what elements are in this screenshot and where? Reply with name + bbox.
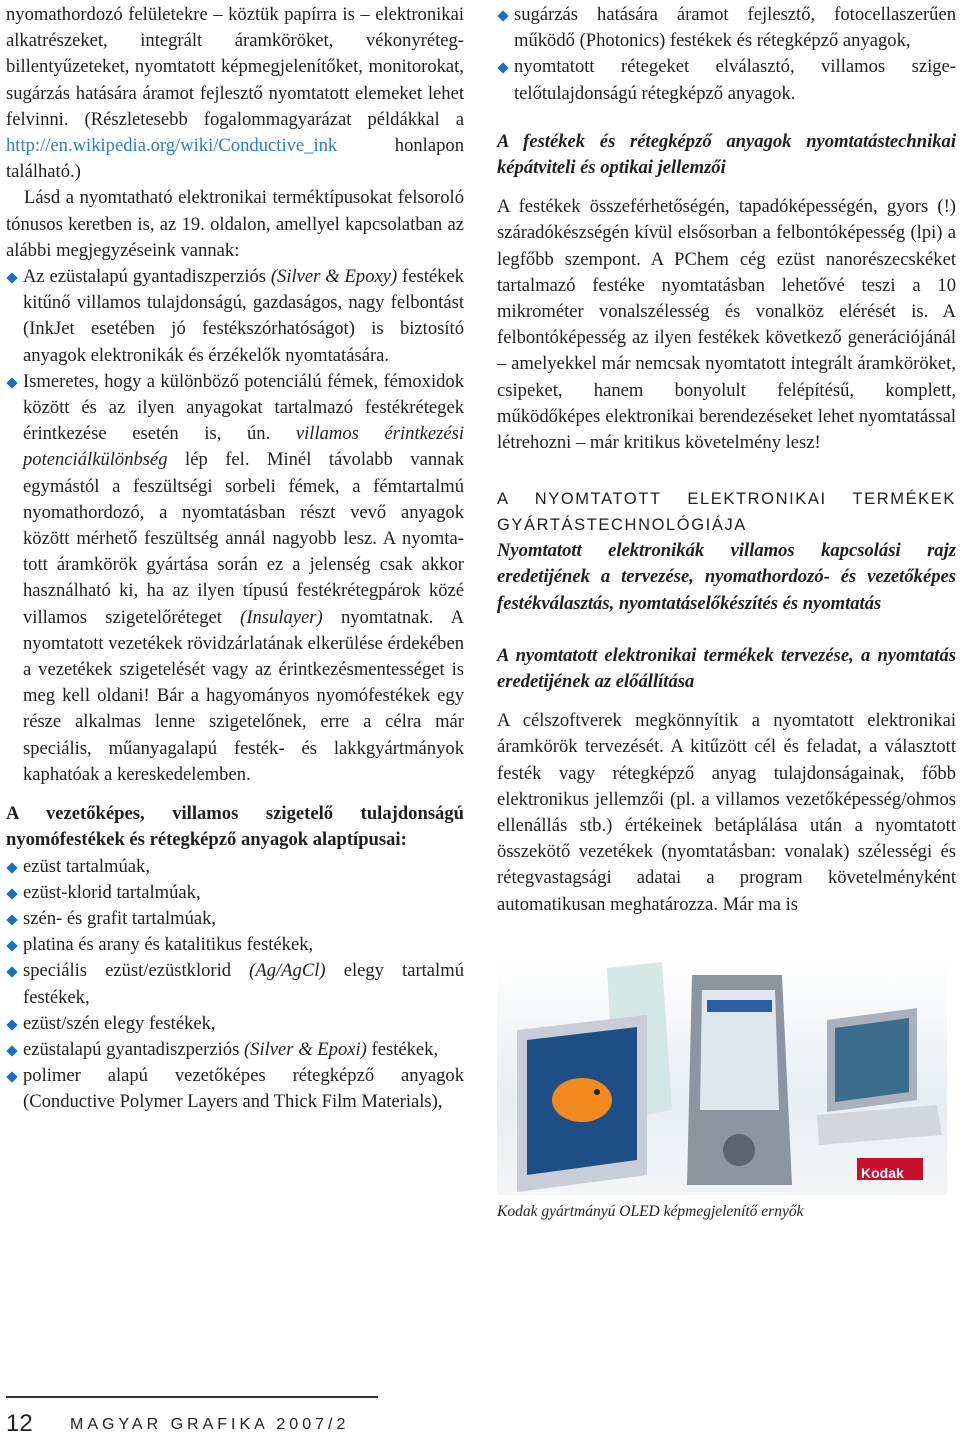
list-item: szén- és grafit tartalmúak,: [6, 906, 464, 932]
list-item: ezüst/szén elegy festékek,: [6, 1011, 464, 1037]
remarks-list: [6, 264, 464, 788]
list-item: polimer alapú vezetőképes rétegképző anyagok (Conductive Polymer Layers and Thick Film Materials),: [6, 1063, 464, 1115]
magazine-name: MAGYAR GRAFIKA 2007/2: [70, 1416, 350, 1433]
kodak-oled-photo: [497, 960, 947, 1195]
design-paragraph: A célszoftverek megkönnyítik a nyomtatott elektronikai áramkörök tervezését. A kitűzött cél és feladat, a választott festék vagy rétegképző anyag tulajdonságainak, főbb elektronikus jellemzői (pl. a villamos vezetőképesség/ohmos ellenállás stb.) értékeinek betáplálása után a nyomtatott összekötő vezetékek (nyomtatásban: vonalak) szélességi és rétegvastagsági adatai a program követelményként automatikusan meghatározza. Már ma is: [497, 710, 956, 915]
section-title: A NYOMTATOTT ELEKTRONIKAI TERMÉKEK GYÁRTÁSTECHNOLÓGIÁJA: [497, 490, 956, 535]
design-heading: A nyomtatott elektronikai termékek tervezése, a nyomtatás eredetijének az előállítása: [497, 644, 956, 693]
product-types-paragraph: Lásd a nyomtatható elektronikai terméktípusokat felsoroló tónusos keretben is, az 19. oldalon, amellyel kapcsolatban az alábbi megjegyzéseink vannak:: [6, 187, 464, 261]
intro-text: nyomathordozó felületekre – köztük papírra is – elektronikai alkatrészeket, integrált áramköröket, vékonyréteg-billentyűzeteket, nyomtatott képmegjelenítőket, monitorokat, sugárzás hatására áramot fejlesztő nyomtatott elemeket lehet felvinni. (Részletesebb fogalommagyarázat példákkal a: [6, 4, 464, 130]
kodak-logo: Kodak: [861, 1164, 904, 1181]
list-item: ezüstalapú gyantadiszperziós (Silver & Epoxi) festékek,: [6, 1037, 464, 1063]
ink-types-heading: A vezetőképes, villamos szigetelő tulajdonságú nyomófestékek és rétegképző anyagok alaptípusai:: [6, 803, 464, 851]
list-item: sugárzás hatására áramot fejlesztő, fotocellaszerűen működő (Photonics) festékek és rétegképző anyagok,: [497, 2, 956, 54]
wikipedia-link[interactable]: http://en.wikipedia.org/wiki/Conductive_ink: [6, 135, 338, 157]
list-item: ezüst-klorid tartalmúak,: [6, 880, 464, 906]
list-item: ezüst tartalmúak,: [6, 854, 464, 880]
footer-rule: [6, 1396, 378, 1398]
list-item: Ismeretes, hogy a különböző potenciálú fémek, fémoxidok között és az ilyen anyagokat tartalmazó festékrétegek érintkezése esetén is, ún. villamos érintkezési potenciálkülönbség lép fel. Minél távolabb vannak egymástól a feszültségi sorbeli fémek, a fémtartalmú nyomathordozó, a nyomtatásban részt vevő anyagok között mérhető feszültség annál nagyobb lesz. A nyomtatott áramkörök gyártása során ez a jelenség csak akkor használható ki, ha az ilyen típusú festékrétegpárok közé villamos szigetelőréteget (Insulayer) nyomtatnak. A nyomtatott vezetékek rövidzárlatának elkerülése érdekében a vezetékek szigetelését vagy az érintkezésmentességet is meg kell oldani! Bár a hagyományos nyomófestékek egy része alkalmas lenne szigetelőnek, erre a célra már speciális, műanyagalapú festék- és lakkgyártmányok kaphatóak a kereskedelemben.: [6, 369, 464, 788]
list-item: Az ezüstalapú gyantadiszperziós (Silver & Epoxy) festékek kitűnő villamos tulajdonságú, gazdaságos, nagy felbontást (InkJet esetében jó festékszórhatóságot) is biztosító anyagok elektronikák és érzékelők nyomtatására.: [6, 264, 464, 369]
list-item: nyomtatott rétegeket elválasztó, villamos szigetelőtulajdonságú rétegképző anyagok.: [497, 54, 956, 106]
right-column: [497, 2, 956, 1223]
ink-types-list: [6, 854, 464, 1116]
intro-paragraph: [6, 2, 464, 185]
photo-caption: Kodak gyártmányú OLED képmegjelenítő ernyők: [497, 1202, 804, 1220]
optical-properties-heading: A festékek és rétegképző anyagok nyomtatástechnikai képátviteli és optikai jellemzői: [497, 130, 956, 179]
list-item: speciális ezüst/ezüstklorid (Ag/AgCl) elegy tartalmú festékek,: [6, 958, 464, 1010]
intro-end-text: honlapon található.): [6, 135, 464, 183]
page-number: 12: [6, 1410, 33, 1437]
optical-properties-paragraph: A festékek összeférhetőségén, tapadóképességén, gyors (!) száradókészségén kívül elsősorban a felbontóképesség (lpi) a legfőbb szempont. A PChem cég ezüst nanorészecskéket tartalmazó festéke nyomtatásban lehetővé teszi a 10 mikrométer vonalszélesség és vonalköz elérését is. A felbontóképesség az ilyen festékek következő generációjánál – amelyekkel már nemcsak nyomtatott integrált áramköröket, csipeket, hanem bonyolult felépítésű, komplett, működőképes elektronikai berendezéseket lehet nyomtatással létrehozni – már kritikus követelmény lesz!: [497, 196, 956, 454]
list-item: platina és arany és katalitikus festékek,: [6, 932, 464, 958]
material-list: [497, 2, 956, 107]
left-column: [6, 2, 464, 1116]
section-subtitle: Nyomtatott elektronikák villamos kapcsolási rajz eredetijének a tervezése, nyomathordozó- és vezetőképes festékválasztás, nyomtatáselőkészítés és nyomtatás: [497, 540, 956, 614]
